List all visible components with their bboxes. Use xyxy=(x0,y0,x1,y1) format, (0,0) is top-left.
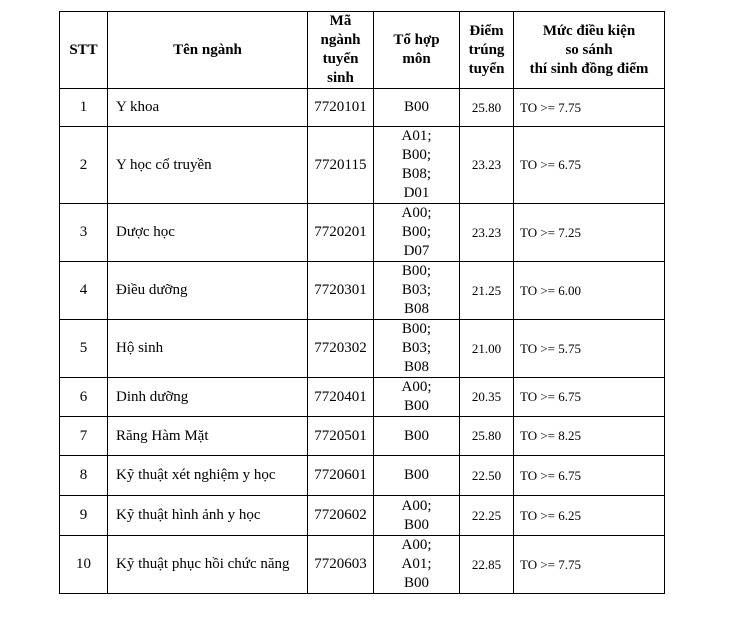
combo-item: B00 xyxy=(403,467,429,483)
table-row xyxy=(60,262,665,320)
row-score: 20.35 xyxy=(460,378,514,417)
table-row xyxy=(60,378,665,417)
combo-item: A00; xyxy=(401,497,432,514)
row-code: 7720501 xyxy=(308,417,374,456)
combo-item: B00; xyxy=(401,224,432,240)
row-stt: 8 xyxy=(60,456,108,496)
table-row xyxy=(60,127,665,204)
row-stt: 6 xyxy=(60,378,108,417)
row-name: Điều dưỡng xyxy=(108,262,308,320)
combo-item: B00 xyxy=(403,427,429,444)
row-code: 7720302 xyxy=(308,320,374,378)
row-condition: TO >= 8.25 xyxy=(514,417,665,456)
header-combo: Tổ hợp môn xyxy=(374,12,460,89)
table-body xyxy=(60,89,665,594)
row-name: Kỹ thuật xét nghiệm y học xyxy=(108,456,308,496)
row-code: 7720301 xyxy=(308,262,374,320)
row-name: Răng Hàm Mặt xyxy=(108,417,308,456)
row-score: 22.25 xyxy=(460,496,514,536)
row-score: 21.25 xyxy=(460,262,514,320)
combo-item: B00; xyxy=(401,263,432,279)
row-stt: 4 xyxy=(60,262,108,320)
row-condition: TO >= 6.75 xyxy=(514,127,665,204)
combo-item: D07 xyxy=(403,243,430,259)
combo-item: A00; xyxy=(401,205,432,221)
row-stt: 3 xyxy=(60,204,108,262)
row-score: 25.80 xyxy=(460,89,514,127)
combo-item: B00 xyxy=(403,398,429,414)
row-code: 7720401 xyxy=(308,378,374,417)
combo-item: B03; xyxy=(401,282,432,298)
table-row xyxy=(60,536,665,594)
row-combos xyxy=(374,262,460,320)
row-code: 7720115 xyxy=(308,127,374,204)
header-name: Tên ngành xyxy=(108,12,308,89)
combo-item: A01; xyxy=(401,128,432,144)
row-name: Y khoa xyxy=(108,89,308,127)
row-code: 7720603 xyxy=(308,536,374,594)
row-condition: TO >= 6.25 xyxy=(514,496,665,536)
row-code: 7720602 xyxy=(308,496,374,536)
row-score: 22.50 xyxy=(460,456,514,496)
table-row xyxy=(60,204,665,262)
row-code: 7720101 xyxy=(308,89,374,127)
row-combos xyxy=(374,320,460,378)
table-row xyxy=(60,89,665,127)
row-score: 25.80 xyxy=(460,417,514,456)
combo-item: D01 xyxy=(403,185,430,201)
header-score: Điểm trúng tuyển xyxy=(460,12,514,89)
row-combos xyxy=(374,127,460,204)
combo-item: B00 xyxy=(403,516,429,533)
row-stt: 7 xyxy=(60,417,108,456)
row-score: 23.23 xyxy=(460,127,514,204)
row-code: 7720601 xyxy=(308,456,374,496)
combo-item: A00; xyxy=(401,537,432,553)
row-stt: 9 xyxy=(60,496,108,536)
combo-item: B08; xyxy=(401,166,432,182)
row-combos xyxy=(374,456,460,496)
row-combos xyxy=(374,378,460,417)
table-row xyxy=(60,320,665,378)
combo-item: A01; xyxy=(401,556,432,572)
table-row xyxy=(60,456,665,496)
row-combos xyxy=(374,89,460,127)
combo-item: B00 xyxy=(403,99,429,115)
header-row xyxy=(60,12,665,89)
combo-item: B00; xyxy=(401,321,432,337)
row-stt: 2 xyxy=(60,127,108,204)
row-score: 21.00 xyxy=(460,320,514,378)
row-stt: 5 xyxy=(60,320,108,378)
header-stt: STT xyxy=(60,12,108,89)
row-name: Dinh dưỡng xyxy=(108,378,308,417)
row-score: 22.85 xyxy=(460,536,514,594)
row-name: Kỹ thuật hình ảnh y học xyxy=(108,496,308,536)
combo-item: B00 xyxy=(403,575,429,591)
row-combos xyxy=(374,536,460,594)
row-stt: 1 xyxy=(60,89,108,127)
table-row xyxy=(60,417,665,456)
header-code: Mã ngành tuyển sinh xyxy=(308,12,374,89)
row-name: Y học cổ truyền xyxy=(108,127,308,204)
row-name: Dược học xyxy=(108,204,308,262)
row-combos xyxy=(374,417,460,456)
combo-item: B08 xyxy=(403,301,429,317)
combo-item: B03; xyxy=(401,340,432,356)
row-combos xyxy=(374,204,460,262)
row-name: Kỹ thuật phục hồi chức năng xyxy=(108,536,308,594)
row-stt: 10 xyxy=(60,536,108,594)
row-condition: TO >= 6.00 xyxy=(514,262,665,320)
row-name: Hộ sinh xyxy=(108,320,308,378)
row-condition: TO >= 6.75 xyxy=(514,456,665,496)
row-condition: TO >= 5.75 xyxy=(514,320,665,378)
table-row xyxy=(60,496,665,536)
row-combos xyxy=(374,496,460,536)
combo-item: B08 xyxy=(403,359,429,375)
admission-score-table xyxy=(59,11,665,594)
combo-item: B00; xyxy=(401,147,432,163)
row-condition: TO >= 7.25 xyxy=(514,204,665,262)
row-condition: TO >= 7.75 xyxy=(514,536,665,594)
row-condition: TO >= 7.75 xyxy=(514,89,665,127)
row-score: 23.23 xyxy=(460,204,514,262)
row-code: 7720201 xyxy=(308,204,374,262)
combo-item: A00; xyxy=(401,379,432,395)
row-condition: TO >= 6.75 xyxy=(514,378,665,417)
header-condition: Mức điều kiện so sánh thí sinh đồng điểm xyxy=(514,12,665,89)
